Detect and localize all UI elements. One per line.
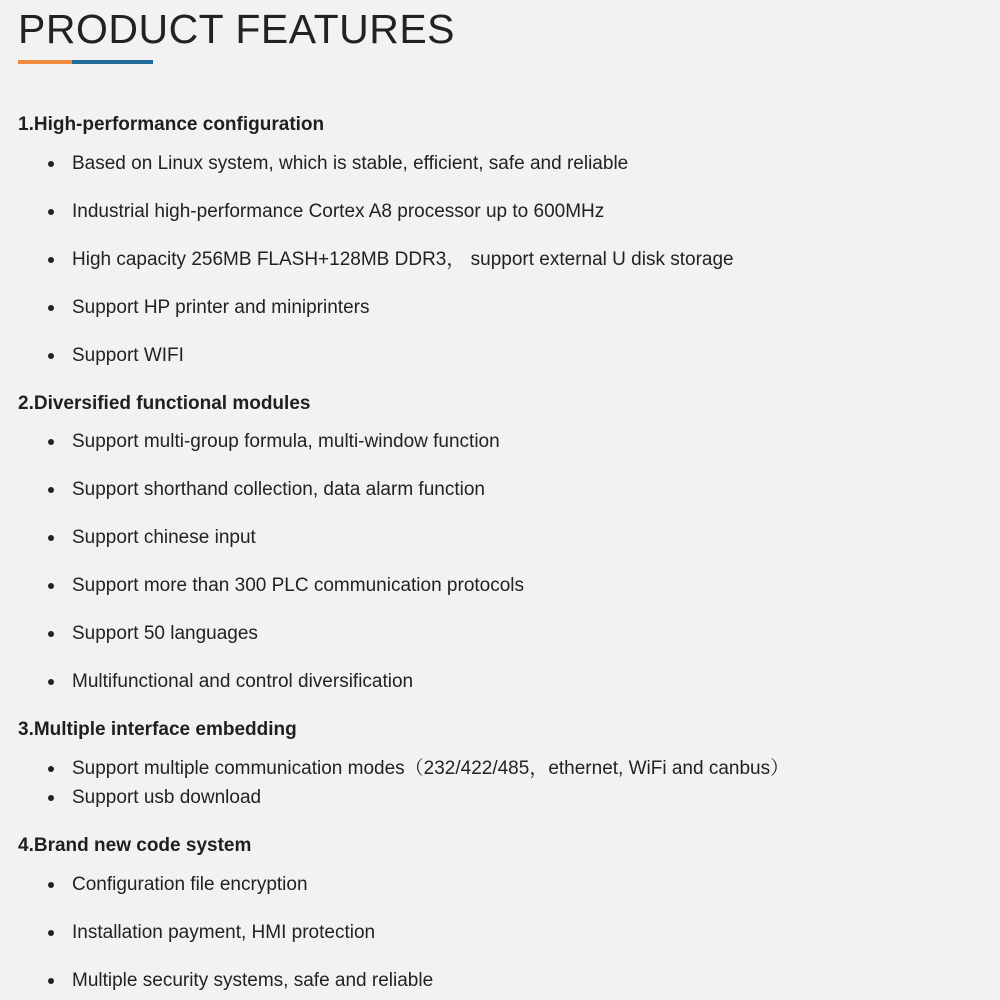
bullet-icon [48, 353, 54, 359]
title-underline [18, 60, 153, 64]
bullet-icon [48, 535, 54, 541]
section-heading-high-performance: 1.High-performance configuration [18, 114, 325, 135]
section-heading-diversified-modules: 2.Diversified functional modules [18, 393, 311, 414]
list-item [48, 921, 375, 945]
bullet-icon [48, 795, 54, 801]
list-item [48, 574, 524, 598]
bullet-icon [48, 930, 54, 936]
bullet-icon [48, 209, 54, 215]
section-heading-code-system: 4.Brand new code system [18, 835, 252, 856]
list-item-text: Support 50 languages [72, 623, 258, 644]
list-item-text: Support usb download [72, 787, 262, 808]
list-item [48, 786, 261, 810]
list-item [48, 478, 485, 502]
list-item [48, 200, 604, 224]
bullet-icon [48, 439, 54, 445]
list-item-text: Support chinese input [72, 527, 256, 548]
list-item-text: Multiple security systems, safe and reliable [72, 970, 434, 991]
list-item [48, 670, 413, 694]
bullet-icon [48, 305, 54, 311]
list-item [48, 430, 500, 454]
list-item-text: Configuration file encryption [72, 874, 308, 895]
list-item [48, 248, 734, 272]
list-item-text: High capacity 256MB FLASH+128MB DDR3， support external U disk storage [72, 249, 734, 270]
list-item-text: Industrial high-performance Cortex A8 processor up to 600MHz [72, 201, 605, 222]
list-item-text: Support HP printer and miniprinters [72, 297, 370, 318]
list-item-text: Support WIFI [72, 345, 184, 366]
list-item [48, 873, 308, 897]
bullet-icon [48, 257, 54, 263]
list-item-text: Based on Linux system, which is stable, efficient, safe and reliable [72, 153, 629, 174]
bullet-icon [48, 161, 54, 167]
list-item-text: Support multi-group formula, multi-window function [72, 431, 500, 452]
list-item-text: Support more than 300 PLC communication protocols [72, 575, 525, 596]
list-item [48, 757, 789, 781]
bullet-icon [48, 766, 54, 772]
list-item [48, 296, 369, 320]
bullet-icon [48, 631, 54, 637]
bullet-icon [48, 679, 54, 685]
bullet-icon [48, 882, 54, 888]
page-title: PRODUCT FEATURES [18, 6, 456, 52]
list-item [48, 152, 628, 176]
list-item-text: Installation payment, HMI protection [72, 922, 376, 943]
bullet-icon [48, 978, 54, 984]
list-item [48, 344, 184, 368]
section-heading-interface-embedding: 3.Multiple interface embedding [18, 719, 297, 740]
list-item-text: Support shorthand collection, data alarm function [72, 479, 485, 500]
underline-blue-segment [72, 60, 153, 64]
list-item [48, 526, 256, 550]
list-item [48, 622, 258, 646]
bullet-icon [48, 487, 54, 493]
underline-orange-segment [18, 60, 72, 64]
bullet-icon [48, 583, 54, 589]
list-item-text: Support multiple communication modes（232/422/485，ethernet, WiFi and canbus） [72, 758, 790, 779]
list-item-text: Multifunctional and control diversification [72, 671, 414, 692]
list-item [48, 969, 433, 993]
